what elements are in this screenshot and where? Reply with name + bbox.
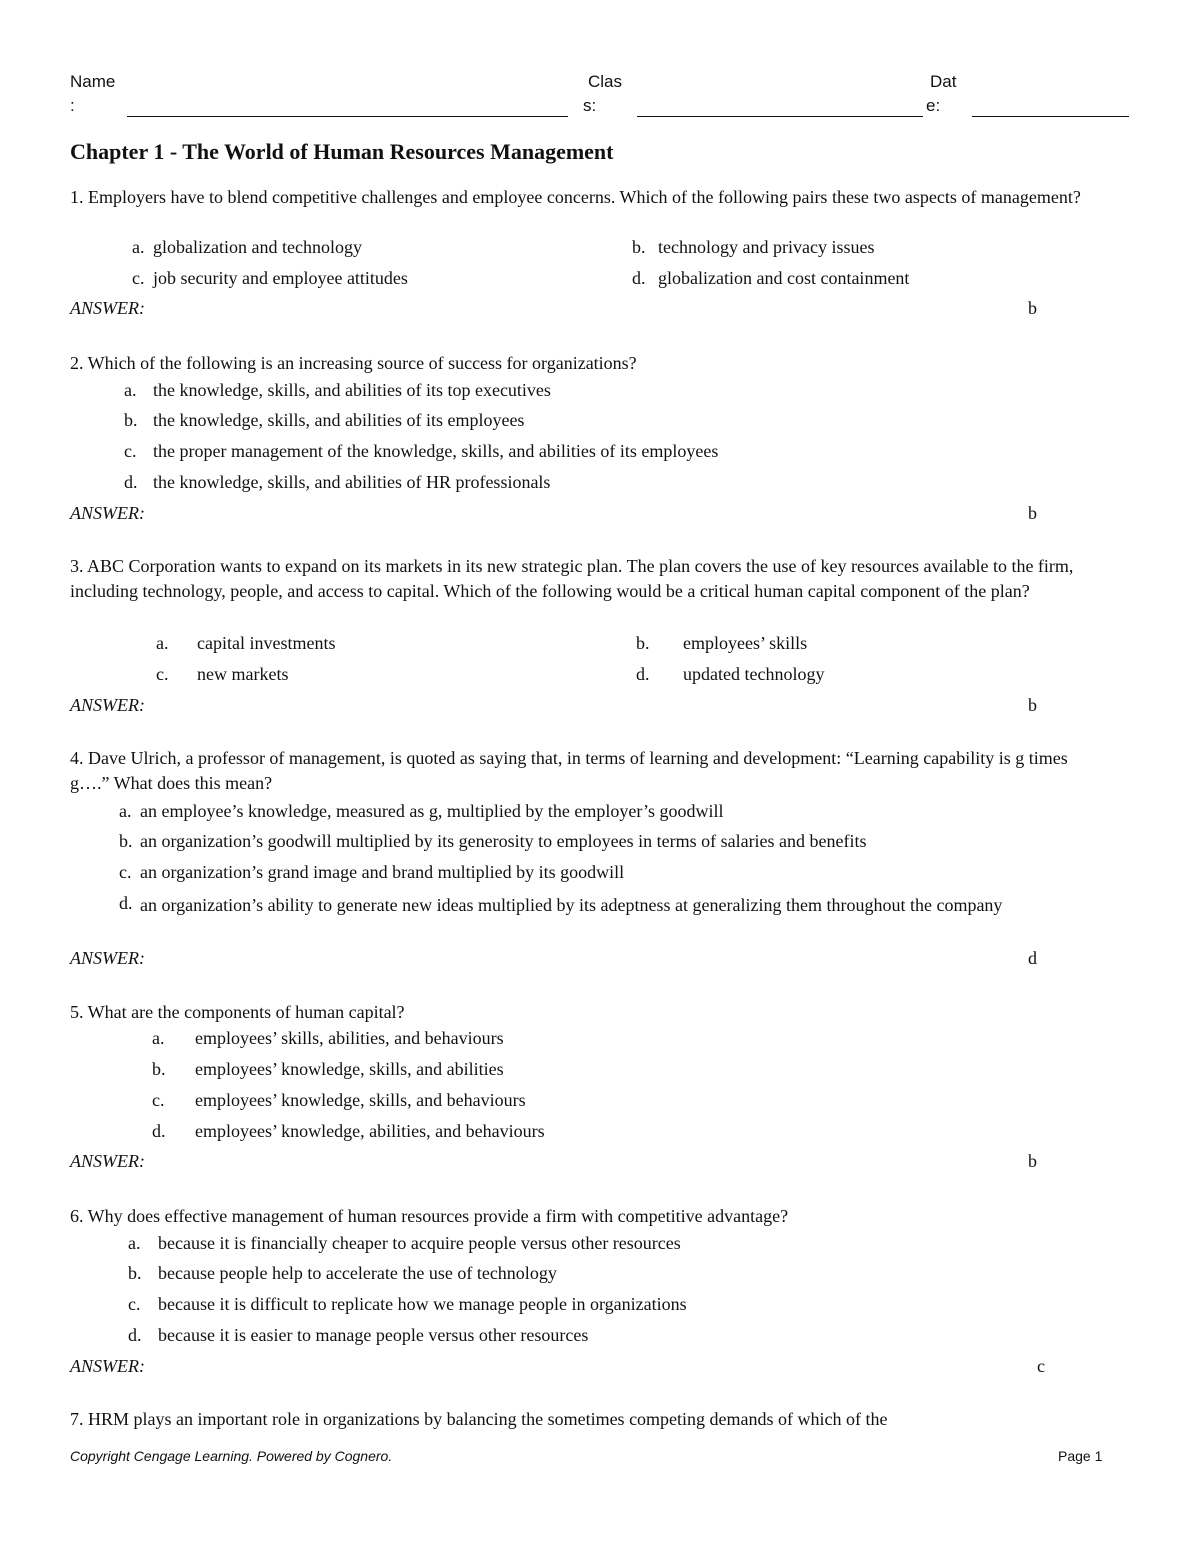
q2-answer-value: b	[1028, 503, 1037, 523]
q3-option-c: new markets	[197, 664, 289, 684]
q2-answer-label: ANSWER:	[70, 503, 145, 523]
q4-option-a: an employee’s knowledge, measured as g, multiplied by the employer’s goodwill	[140, 801, 724, 821]
q6-option-b: because people help to accelerate the use of technology	[158, 1263, 557, 1283]
q1-option-c-letter: c.	[132, 268, 145, 288]
q1-option-a: globalization and technology	[153, 237, 362, 257]
q3-answer-value: b	[1028, 695, 1037, 715]
q3-option-d-letter: d.	[636, 664, 650, 684]
q4-answer-value: d	[1028, 948, 1037, 968]
name-label-colon: :	[70, 96, 75, 115]
date-label: Dat	[930, 72, 957, 91]
q1-option-d-letter: d.	[632, 268, 646, 288]
q5-option-a: employees’ skills, abilities, and behaviours	[195, 1028, 504, 1048]
question-4-text: 4. Dave Ulrich, a professor of management, is quoted as saying that, in terms of learning and development: “Learning capability is g times g….” What does this mean?	[70, 748, 1068, 793]
q1-option-c: job security and employee attitudes	[153, 268, 408, 288]
q6-option-a-letter: a.	[128, 1233, 141, 1253]
question-6-text: 6. Why does effective management of human resources provide a firm with competitive advantage?	[70, 1206, 789, 1226]
q4-option-b-letter: b.	[119, 831, 133, 851]
q2-option-b-letter: b.	[124, 410, 138, 430]
q4-option-b: an organization’s goodwill multiplied by its generosity to employees in terms of salaries and benefits	[140, 831, 867, 851]
q3-option-a-letter: a.	[156, 633, 169, 653]
class-label-colon: s:	[583, 96, 597, 115]
q5-answer-value: b	[1028, 1151, 1037, 1171]
q2-option-d: the knowledge, skills, and abilities of HR professionals	[153, 472, 551, 492]
page-number: Page 1	[1058, 1448, 1103, 1464]
question-7-text: 7. HRM plays an important role in organizations by balancing the sometimes competing demands of which of the	[70, 1409, 888, 1429]
q5-option-b-letter: b.	[152, 1059, 166, 1079]
q5-option-a-letter: a.	[152, 1028, 165, 1048]
q4-option-c: an organization’s grand image and brand multiplied by its goodwill	[140, 862, 625, 882]
class-field[interactable]	[637, 116, 923, 117]
footer-copyright: Copyright Cengage Learning. Powered by Cognero.	[70, 1448, 393, 1464]
question-2-text: 2. Which of the following is an increasing source of success for organizations?	[70, 353, 637, 373]
q4-option-a-letter: a.	[119, 801, 132, 821]
q3-option-d: updated technology	[683, 664, 825, 684]
q1-option-a-letter: a.	[132, 237, 145, 257]
q6-answer-value: c	[1037, 1356, 1045, 1376]
name-label: Name	[70, 72, 116, 91]
q6-option-b-letter: b.	[128, 1263, 142, 1283]
q5-option-d-letter: d.	[152, 1121, 166, 1141]
q2-option-a: the knowledge, skills, and abilities of its top executives	[153, 380, 551, 400]
q2-option-b: the knowledge, skills, and abilities of its employees	[153, 410, 525, 430]
q2-option-a-letter: a.	[124, 380, 137, 400]
name-field[interactable]	[127, 116, 568, 117]
date-label-colon: e:	[926, 96, 941, 115]
q6-option-a: because it is financially cheaper to acquire people versus other resources	[158, 1233, 681, 1253]
q6-option-c: because it is difficult to replicate how we manage people in organizations	[158, 1294, 687, 1314]
q4-option-d: an organization’s ability to generate new ideas multiplied by its adeptness at generalizing them throughout the company	[140, 895, 1003, 915]
question-5-text: 5. What are the components of human capital?	[70, 1002, 405, 1022]
q6-option-d: because it is easier to manage people versus other resources	[158, 1325, 589, 1345]
q4-option-d-letter: d.	[119, 893, 133, 913]
q3-answer-label: ANSWER:	[70, 695, 145, 715]
q3-option-b-letter: b.	[636, 633, 650, 653]
q4-option-c-letter: c.	[119, 862, 132, 882]
class-label: Clas	[588, 72, 623, 91]
q2-option-d-letter: d.	[124, 472, 138, 492]
q5-option-b: employees’ knowledge, skills, and abilities	[195, 1059, 504, 1079]
q1-answer-label: ANSWER:	[70, 298, 145, 318]
q1-option-b: technology and privacy issues	[658, 237, 875, 257]
date-field[interactable]	[972, 116, 1129, 117]
q6-option-d-letter: d.	[128, 1325, 142, 1345]
q1-option-b-letter: b.	[632, 237, 646, 257]
q6-answer-label: ANSWER:	[70, 1356, 145, 1376]
q5-option-c: employees’ knowledge, skills, and behaviours	[195, 1090, 526, 1110]
q3-option-b: employees’ skills	[683, 633, 808, 653]
q4-answer-label: ANSWER:	[70, 948, 145, 968]
q1-option-d: globalization and cost containment	[658, 268, 910, 288]
question-1-text: 1. Employers have to blend competitive challenges and employee concerns. Which of the following pairs these two aspects of management?	[70, 187, 1081, 207]
page-title: Chapter 1 - The World of Human Resources Management	[70, 139, 614, 164]
q1-answer-value: b	[1028, 298, 1037, 318]
q5-answer-label: ANSWER:	[70, 1151, 145, 1171]
q2-option-c: the proper management of the knowledge, skills, and abilities of its employees	[153, 441, 719, 461]
q6-option-c-letter: c.	[128, 1294, 141, 1314]
q3-option-a: capital investments	[197, 633, 336, 653]
q5-option-d: employees’ knowledge, abilities, and behaviours	[195, 1121, 545, 1141]
question-3-text: 3. ABC Corporation wants to expand on its markets in its new strategic plan. The plan covers the use of key resources available to the firm, including technology, people, and access to capital. Which of the following would be a critical human capital component of the plan?	[70, 556, 1074, 601]
q5-option-c-letter: c.	[152, 1090, 165, 1110]
q3-option-c-letter: c.	[156, 664, 169, 684]
q2-option-c-letter: c.	[124, 441, 137, 461]
